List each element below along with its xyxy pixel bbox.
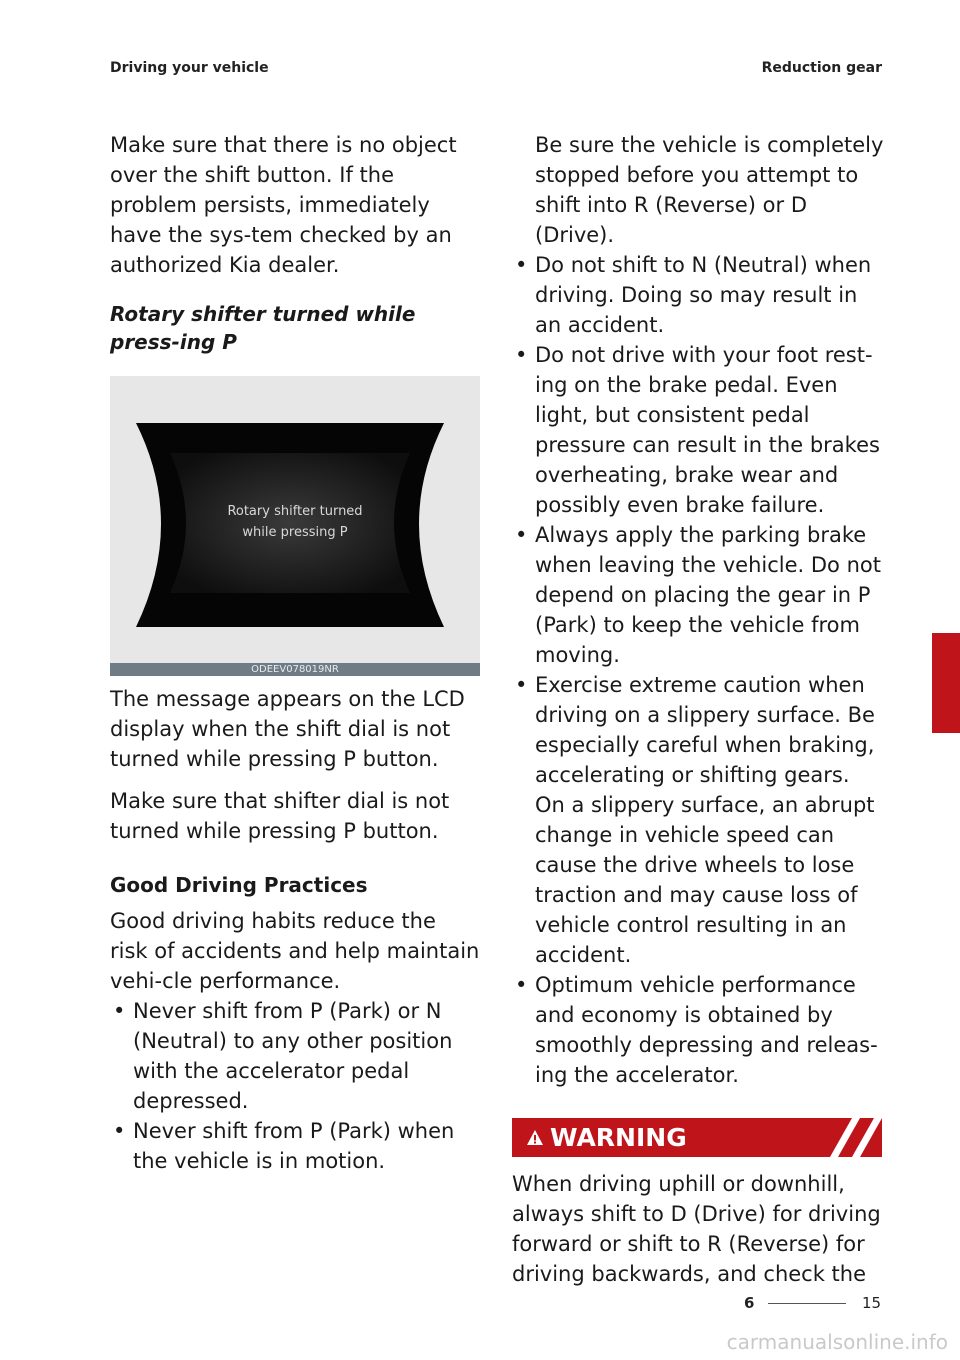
bullet-icon: • [113,999,126,1023]
right-column [512,130,884,1289]
warning-label: WARNING [550,1123,687,1152]
bullet-icon: • [515,973,528,997]
lcd-display-figure [110,376,480,676]
list-item-text: Do not shift to N (Neutral) when driving. Doing so may result in an accident. [535,253,872,337]
list-item-text: Exercise extreme caution when driving on a slippery surface. Be especially careful when braking, accelerating or shifting gears. On a slippery surface, an abrupt change in vehicle speed can cause the drive wheels to lose traction and may cause loss of vehicle control resulting in an accident. [535,673,875,967]
left-column [110,130,480,1176]
intro-paragraph: Make sure that there is no object over the shift button. If the problem persists, immediately have the sys-tem checked by an authorized Kia dealer. [110,133,457,277]
figure-code: ODEEV078019NR [110,663,480,676]
lcd-message [110,501,480,543]
bullet-icon: • [515,673,528,697]
bullet-icon: • [515,343,528,367]
warning-triangle-icon [526,1129,544,1146]
running-header-topic: Reduction gear [761,60,882,76]
instruction-paragraph: Make sure that shifter dial is not turned while pressing P button. [110,789,450,843]
list-item-text: Never shift from P (Park) or N (Neutral) to any other position with the accelerator pedal depressed. [133,999,453,1113]
chapter-tab-number: 6 [935,710,948,731]
bullet-icon: • [113,1119,126,1143]
footer-chapter: 6 [744,1294,755,1312]
list-item [512,970,884,1090]
list-item [512,670,884,970]
bullet-icon: • [515,253,528,277]
list-item [512,340,884,520]
watermark: carmanualsonline.info [726,1330,948,1354]
list-item [110,996,480,1116]
list-item-text: Optimum vehicle performance and economy is obtained by smoothly depressing and releas-ing the accelerator. [535,973,878,1087]
subheading: Rotary shifter turned while press-ing P [110,302,416,354]
section-intro: Good driving habits reduce the risk of accidents and help maintain vehi-cle performance. [110,909,480,993]
bullet-list [512,250,884,1090]
section-title: Good Driving Practices [110,873,368,897]
bullet-icon: • [515,523,528,547]
list-item [512,250,884,340]
continuation-paragraph: Be sure the vehicle is completely stopped before you attempt to shift into R (Reverse) or D (Drive). [535,133,884,247]
list-item-text: Do not drive with your foot rest-ing on the brake pedal. Even light, but consistent pedal pressure can result in the brakes overheating, brake wear and possibly even brake failure. [535,343,880,517]
footer-page-number: 15 [862,1294,882,1312]
list-item [512,520,884,670]
footer-divider [768,1303,846,1304]
warning-text: When driving uphill or downhill, always shift to D (Drive) for driving forward or shift to R (Reverse) for driving backwards, and check the [512,1172,881,1286]
lcd-message-line: Rotary shifter turned [227,504,363,519]
bullet-list [110,996,480,1176]
warning-banner [512,1118,882,1157]
list-item-text: Never shift from P (Park) when the vehicle is in motion. [133,1119,455,1173]
message-paragraph: The message appears on the LCD display when the shift dial is not turned while pressing P button. [110,687,465,771]
running-header-section: Driving your vehicle [110,60,269,76]
lcd-message-line: while pressing P [242,525,348,540]
list-item-text: Always apply the parking brake when leaving the vehicle. Do not depend on placing the gear in P (Park) to keep the vehicle from moving. [535,523,881,667]
warning-stripes-icon [822,1118,882,1157]
list-item [110,1116,480,1176]
